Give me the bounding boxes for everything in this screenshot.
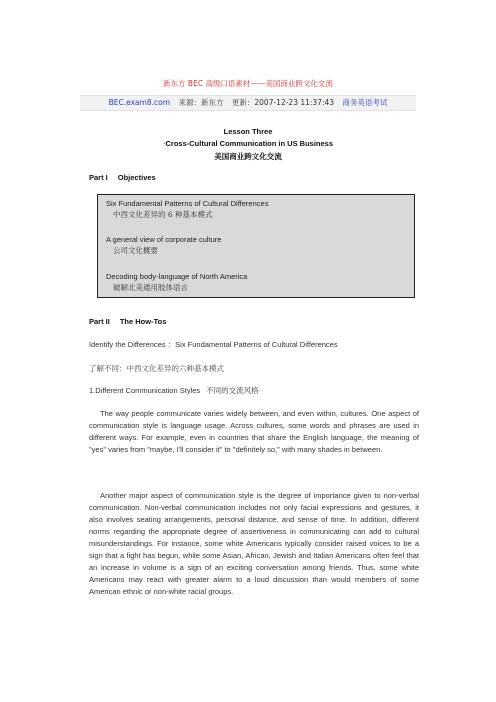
lesson-title-text: Cross-Cultural Communication in US Business — [165, 139, 334, 148]
part2-label: Part II — [89, 317, 110, 326]
part2-heading — [89, 317, 166, 326]
article-meta-bar — [80, 95, 416, 111]
article-title: 新东方 BEC 高级口语素材——美国商业跨文化交流 — [163, 79, 333, 88]
part2-title: The How-Tos — [119, 317, 167, 326]
objective-en: A general view of corporate culture — [106, 235, 222, 244]
objective-item — [106, 234, 221, 256]
section1-title-cn: 不同的交流风格 — [206, 386, 259, 395]
objective-en: Decoding body-language of North America — [106, 272, 248, 281]
updated-text: 更新：2007-12-23 11:37:43 — [231, 98, 335, 107]
identify-line: Identify the Differences ：Six Fundamental Patterns of Cultural Differences — [89, 340, 338, 349]
objectives-box — [97, 194, 415, 298]
objective-item — [106, 198, 268, 220]
objective-cn: 公司文化概要 — [113, 246, 158, 255]
part1-heading — [89, 173, 156, 182]
lesson-title-prefix: - — [162, 139, 166, 148]
part1-label: Part I — [89, 173, 108, 182]
identify-line-cn: 了解不同：中西文化差异的六种基本模式 — [89, 364, 224, 373]
part1-title: Objectives — [117, 173, 156, 182]
body-paragraph: Another major aspect of communication style is the degree of importance given to non-verbal communication. Non-verbal communication includes not only facial expressions and gestures, it also involves seating arrangements, personal distance, and sense of time. In addition, different norms regarding the appropriate degree of assertiveness in communicating can add to cultural misunderstandings. For instance, some white Americans typically consider raised voices to be a sign that a fight has begun, while some Asian, African, Jewish and Italian Americans often feel that an increase in volume is a sign of an exciting conversation among friends. Thus, some white Americans may react with greater alarm to a loud discussion than would members of some American ethnic or non-white racial groups. — [89, 491, 419, 596]
site-link[interactable]: BEC.exam8.com — [108, 98, 171, 107]
objective-en: Six Fundamental Patterns of Cultural Differences — [106, 199, 269, 208]
lesson-title-cn: 美国商业跨文化交流 — [214, 152, 282, 161]
body-paragraph: The way people communicate varies widely between, and even within, cultures. One aspect of communication style is language usage. Across cultures, some words and phrases are used in different ways. For example, even in countries that share the English language, the meaning of "yes" varies from "maybe, I'll consider it" to "definitely so," with many shades in between. — [89, 409, 419, 454]
objective-cn: 破解北美通用肢体语言 — [113, 283, 188, 292]
section1-heading — [89, 385, 259, 396]
lesson-number: Lesson Three — [223, 127, 273, 136]
objective-item — [106, 271, 247, 293]
lesson-title — [0, 139, 496, 148]
section1-title-en: 1.Different Communication Styles — [89, 386, 201, 395]
objective-cn: 中西文化差异的 6 种基本模式 — [113, 210, 213, 219]
category-link[interactable]: 商务英语考试 — [342, 98, 388, 107]
source-text: 来源：新东方 — [178, 98, 224, 107]
